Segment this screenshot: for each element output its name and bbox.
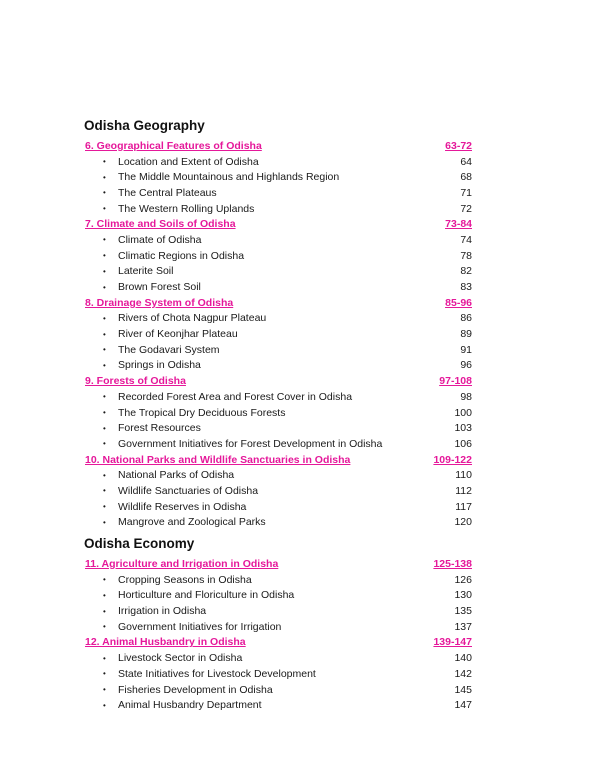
chapter-title: 8. Drainage System of Odisha: [85, 296, 234, 309]
entry-title: River of Keonjhar Plateau: [118, 328, 238, 341]
toc-entry[interactable]: [84, 154, 472, 170]
entry-title: National Parks of Odisha: [118, 469, 235, 482]
entry-title: State Initiatives for Livestock Development: [118, 667, 316, 680]
entry-title: Climate of Odisha: [118, 233, 202, 246]
entry-page: 110: [455, 469, 472, 482]
bullet-icon: •: [103, 282, 106, 292]
toc-entry[interactable]: [84, 169, 472, 185]
toc-entry[interactable]: [84, 483, 472, 499]
chapter-title: 7. Climate and Soils of Odisha: [85, 218, 236, 231]
chapter-title: 10. National Parks and Wildlife Sanctuaries in Odisha: [85, 453, 351, 466]
entry-page: 126: [454, 573, 472, 586]
bullet-icon: •: [103, 502, 106, 512]
entry-title: Brown Forest Soil: [118, 281, 201, 294]
entry-title: The Western Rolling Uplands: [118, 202, 255, 215]
chapter-heading[interactable]: [84, 138, 472, 154]
toc-entry[interactable]: [84, 619, 472, 635]
entry-page: 72: [460, 202, 472, 215]
chapter-heading[interactable]: [84, 295, 472, 311]
entry-page: 100: [454, 406, 472, 419]
toc-entry[interactable]: [84, 232, 472, 248]
bullet-icon: •: [103, 606, 106, 616]
entry-page: 96: [460, 359, 472, 372]
entry-page: 117: [455, 500, 472, 513]
entry-page: 78: [460, 249, 472, 262]
entry-title: The Tropical Dry Deciduous Forests: [118, 406, 286, 419]
entry-page: 142: [454, 667, 472, 680]
chapter-page-range: 139-147: [433, 636, 472, 649]
entry-title: The Middle Mountainous and Highlands Region: [118, 171, 340, 184]
bullet-icon: •: [103, 439, 106, 449]
bullet-icon: •: [103, 157, 106, 167]
toc-entry[interactable]: [84, 248, 472, 264]
entry-page: 106: [454, 437, 472, 450]
entry-page: 145: [454, 683, 472, 696]
chapter-heading[interactable]: [84, 635, 472, 651]
bullet-icon: •: [103, 423, 106, 433]
entry-title: Government Initiatives for Forest Development in Odisha: [118, 437, 383, 450]
entry-page: 82: [460, 265, 472, 278]
toc-entry[interactable]: [84, 682, 472, 698]
toc-entry[interactable]: [84, 185, 472, 201]
table-of-contents: [84, 114, 472, 713]
bullet-icon: •: [103, 590, 106, 600]
chapter-title: 9. Forests of Odisha: [85, 375, 186, 388]
entry-title: Forest Resources: [118, 422, 201, 435]
toc-entry[interactable]: [84, 588, 472, 604]
entry-page: 83: [460, 281, 472, 294]
toc-entry[interactable]: [84, 420, 472, 436]
entry-title: The Godavari System: [118, 343, 220, 356]
bullet-icon: •: [103, 517, 106, 527]
entry-page: 140: [454, 652, 472, 665]
entry-title: Cropping Seasons in Odisha: [118, 573, 252, 586]
chapter-title: 12. Animal Husbandry in Odisha: [85, 636, 246, 649]
entry-title: Government Initiatives for Irrigation: [118, 620, 282, 633]
bullet-icon: •: [103, 575, 106, 585]
chapter-title: 11. Agriculture and Irrigation in Odisha: [85, 558, 279, 571]
bullet-icon: •: [103, 700, 106, 710]
toc-entry[interactable]: [84, 467, 472, 483]
entry-page: 135: [454, 605, 472, 618]
toc-entry[interactable]: [84, 666, 472, 682]
bullet-icon: •: [103, 172, 106, 182]
entry-title: Fisheries Development in Odisha: [118, 683, 273, 696]
toc-entry[interactable]: [84, 326, 472, 342]
toc-entry[interactable]: [84, 201, 472, 217]
bullet-icon: •: [103, 622, 106, 632]
section-title: Odisha Economy: [84, 536, 195, 552]
entry-title: Livestock Sector in Odisha: [118, 652, 243, 665]
entry-title: Mangrove and Zoological Parks: [118, 516, 266, 529]
entry-title: Horticulture and Floriculture in Odisha: [118, 589, 295, 602]
bullet-icon: •: [103, 486, 106, 496]
entry-title: Location and Extent of Odisha: [118, 155, 259, 168]
entry-page: 68: [460, 171, 472, 184]
toc-entry[interactable]: [84, 499, 472, 515]
toc-entry[interactable]: [84, 264, 472, 280]
entry-page: 89: [460, 328, 472, 341]
section-odisha-economy: [84, 532, 472, 713]
chapter-heading[interactable]: [84, 216, 472, 232]
toc-entry[interactable]: [84, 405, 472, 421]
entry-page: 103: [454, 422, 472, 435]
entry-title: Irrigation in Odisha: [118, 605, 207, 618]
entry-title: Laterite Soil: [118, 265, 174, 278]
chapter-page-range: 73-84: [445, 218, 472, 231]
bullet-icon: •: [103, 653, 106, 663]
bullet-icon: •: [103, 266, 106, 276]
toc-entry[interactable]: [84, 650, 472, 666]
toc-entry[interactable]: [84, 436, 472, 452]
entry-page: 71: [460, 186, 472, 199]
entry-page: 147: [454, 699, 472, 712]
bullet-icon: •: [103, 392, 106, 402]
chapter-page-range: 97-108: [439, 375, 472, 388]
bullet-icon: •: [103, 470, 106, 480]
bullet-icon: •: [103, 188, 106, 198]
toc-entry[interactable]: [84, 603, 472, 619]
entry-title: Climatic Regions in Odisha: [118, 249, 245, 262]
section-title: Odisha Geography: [84, 118, 205, 133]
entry-title: Wildlife Sanctuaries of Odisha: [118, 484, 259, 497]
toc-entry[interactable]: [84, 358, 472, 374]
bullet-icon: •: [103, 329, 106, 339]
bullet-icon: •: [103, 360, 106, 370]
toc-entry[interactable]: [84, 572, 472, 588]
entry-title: Springs in Odisha: [118, 359, 201, 372]
bullet-icon: •: [103, 408, 106, 418]
bullet-icon: •: [103, 235, 106, 245]
entry-page: 120: [454, 516, 472, 529]
chapter-title: 6. Geographical Features of Odisha: [85, 139, 262, 152]
bullet-icon: •: [103, 669, 106, 679]
entry-page: 64: [460, 155, 472, 168]
entry-title: Animal Husbandry Department: [118, 699, 262, 712]
toc-entry[interactable]: [84, 311, 472, 327]
bullet-icon: •: [103, 345, 106, 355]
toc-entry[interactable]: [84, 515, 472, 531]
chapter-heading[interactable]: [84, 373, 472, 389]
bullet-icon: •: [103, 685, 106, 695]
bullet-icon: •: [103, 204, 106, 214]
entry-title: The Central Plateaus: [118, 186, 217, 199]
bullet-icon: •: [103, 251, 106, 261]
entry-page: 130: [454, 589, 472, 602]
chapter-heading[interactable]: [84, 556, 472, 572]
chapter-page-range: 85-96: [445, 296, 472, 309]
entry-title: Wildlife Reserves in Odisha: [118, 500, 247, 513]
section-odisha-geography: [84, 114, 472, 530]
chapter-page-range: 109-122: [433, 453, 472, 466]
entry-page: 91: [460, 343, 472, 356]
entry-page: 86: [460, 312, 472, 325]
entry-page: 74: [460, 233, 472, 246]
toc-entry[interactable]: [84, 389, 472, 405]
entry-page: 112: [455, 484, 472, 497]
toc-entry[interactable]: [84, 279, 472, 295]
bullet-icon: •: [103, 313, 106, 323]
chapter-page-range: 63-72: [445, 139, 472, 152]
chapter-page-range: 125-138: [433, 558, 472, 571]
entry-page: 98: [460, 390, 472, 403]
entry-title: Rivers of Chota Nagpur Plateau: [118, 312, 267, 325]
chapter-heading[interactable]: [84, 452, 472, 468]
toc-entry[interactable]: [84, 342, 472, 358]
entry-page: 137: [454, 620, 472, 633]
toc-entry[interactable]: [84, 697, 472, 713]
entry-title: Recorded Forest Area and Forest Cover in Odisha: [118, 390, 353, 403]
